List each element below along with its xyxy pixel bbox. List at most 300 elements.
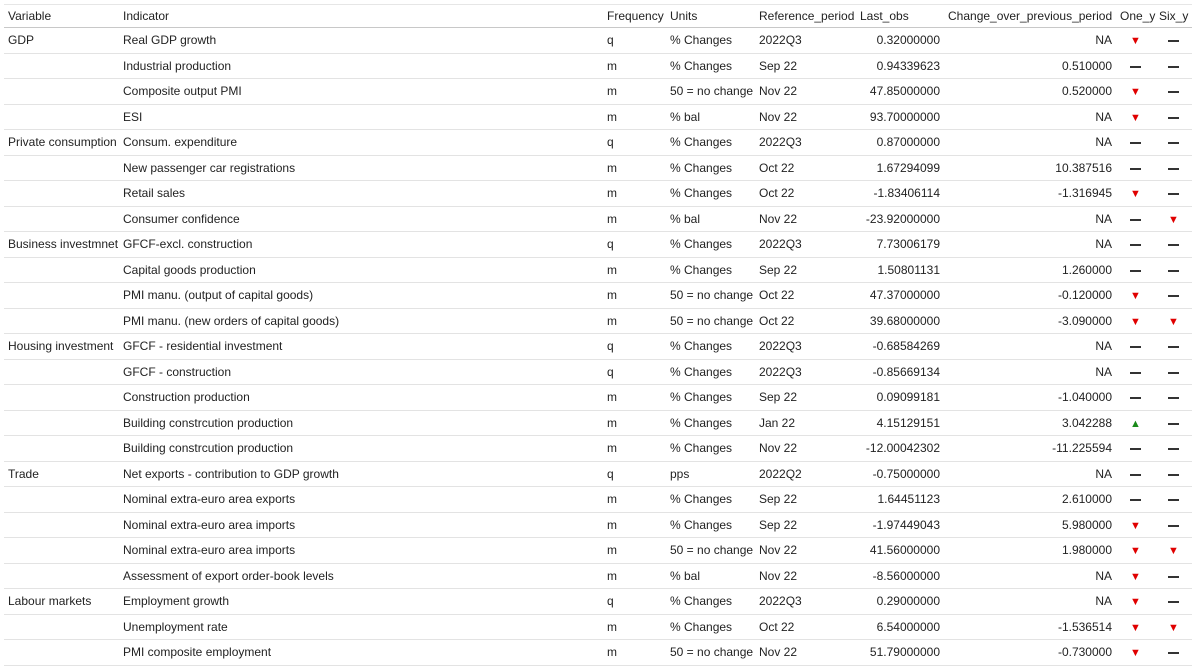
cell-one-y [1116,385,1155,411]
cell-units: % Changes [666,487,755,513]
cell-one-y [1116,28,1155,54]
cell-units: % Changes [666,130,755,156]
cell-indicator: New passenger car registrations [119,155,603,181]
dash-icon [1168,576,1179,578]
col-header-reference-period: Reference_period [755,5,856,28]
cell-last-obs: 41.56000000 [856,538,944,564]
triangle-down-icon: ▼ [1130,315,1141,328]
triangle-down-icon: ▼ [1130,188,1141,201]
dash-icon [1168,295,1179,297]
dash-icon [1130,244,1141,246]
triangle-down-icon: ▼ [1130,621,1141,634]
dash-icon [1130,474,1141,476]
dash-icon [1168,40,1179,42]
table-row [4,308,1192,334]
table-row [4,155,1192,181]
dash-icon [1130,270,1141,272]
cell-six-y [1155,410,1192,436]
cell-six-y [1155,589,1192,615]
table-row [4,257,1192,283]
cell-last-obs: 39.68000000 [856,308,944,334]
cell-one-y [1116,155,1155,181]
cell-units: % Changes [666,359,755,385]
table-row [4,538,1192,564]
cell-units: % Changes [666,155,755,181]
cell-last-obs: 4.15129151 [856,410,944,436]
cell-units: % Changes [666,410,755,436]
triangle-down-icon: ▼ [1168,213,1179,226]
cell-six-y [1155,512,1192,538]
table-body [4,28,1192,666]
cell-frequency: m [603,257,666,283]
cell-reference-period: 2022Q3 [755,359,856,385]
cell-variable [4,385,119,411]
cell-six-y [1155,334,1192,360]
cell-units: 50 = no change [666,79,755,105]
cell-last-obs: -0.85669134 [856,359,944,385]
cell-change: -1.316945 [944,181,1116,207]
dash-icon [1168,652,1179,654]
col-header-change: Change_over_previous_period [944,5,1116,28]
cell-indicator: Consum. expenditure [119,130,603,156]
cell-indicator: Nominal extra-euro area imports [119,512,603,538]
cell-variable [4,104,119,130]
cell-change: -3.090000 [944,308,1116,334]
cell-variable [4,640,119,666]
cell-last-obs: -8.56000000 [856,563,944,589]
cell-reference-period: Sep 22 [755,257,856,283]
cell-variable [4,614,119,640]
cell-change: NA [944,104,1116,130]
cell-one-y [1116,130,1155,156]
table-row [4,79,1192,105]
cell-six-y [1155,614,1192,640]
cell-one-y [1116,359,1155,385]
cell-reference-period: Nov 22 [755,79,856,105]
cell-units: % bal [666,104,755,130]
cell-indicator: Capital goods production [119,257,603,283]
cell-change: -1.536514 [944,614,1116,640]
cell-frequency: m [603,53,666,79]
cell-one-y [1116,436,1155,462]
cell-one-y [1116,640,1155,666]
cell-indicator: Retail sales [119,181,603,207]
table-row [4,385,1192,411]
cell-one-y [1116,79,1155,105]
cell-change: NA [944,563,1116,589]
cell-variable [4,257,119,283]
cell-one-y [1116,181,1155,207]
cell-variable [4,155,119,181]
dash-icon [1130,219,1141,221]
triangle-up-icon: ▲ [1130,417,1141,430]
dash-icon [1168,346,1179,348]
table-row [4,28,1192,54]
dash-icon [1168,448,1179,450]
cell-frequency: m [603,181,666,207]
cell-frequency: m [603,436,666,462]
dash-icon [1130,499,1141,501]
cell-reference-period: Nov 22 [755,104,856,130]
cell-one-y [1116,563,1155,589]
cell-change: 1.260000 [944,257,1116,283]
cell-reference-period: Nov 22 [755,436,856,462]
cell-six-y [1155,563,1192,589]
cell-units: pps [666,461,755,487]
cell-units: % Changes [666,589,755,615]
cell-six-y [1155,461,1192,487]
cell-frequency: q [603,232,666,258]
cell-change: NA [944,589,1116,615]
cell-six-y [1155,181,1192,207]
dash-icon [1130,397,1141,399]
cell-last-obs: 6.54000000 [856,614,944,640]
cell-six-y [1155,232,1192,258]
cell-reference-period: 2022Q3 [755,589,856,615]
dash-icon [1168,91,1179,93]
table-row [4,563,1192,589]
cell-units: % Changes [666,385,755,411]
cell-variable [4,563,119,589]
cell-indicator: PMI composite employment [119,640,603,666]
cell-one-y [1116,589,1155,615]
cell-change: NA [944,334,1116,360]
cell-units: % Changes [666,257,755,283]
cell-one-y [1116,104,1155,130]
cell-variable [4,283,119,309]
cell-frequency: m [603,104,666,130]
cell-six-y [1155,308,1192,334]
dash-icon [1130,66,1141,68]
cell-frequency: q [603,130,666,156]
dash-icon [1168,601,1179,603]
cell-last-obs: 1.64451123 [856,487,944,513]
cell-reference-period: Oct 22 [755,308,856,334]
triangle-down-icon: ▼ [1130,290,1141,303]
cell-change: NA [944,461,1116,487]
cell-indicator: ESI [119,104,603,130]
cell-reference-period: Nov 22 [755,563,856,589]
cell-indicator: Industrial production [119,53,603,79]
cell-one-y [1116,308,1155,334]
col-header-one-y: One_y [1116,5,1155,28]
cell-six-y [1155,155,1192,181]
cell-frequency: m [603,206,666,232]
cell-change: NA [944,206,1116,232]
triangle-down-icon: ▼ [1130,35,1141,48]
cell-six-y [1155,28,1192,54]
cell-variable: Trade [4,461,119,487]
dash-icon [1130,142,1141,144]
col-header-indicator: Indicator [119,5,603,28]
triangle-down-icon: ▼ [1130,519,1141,532]
cell-one-y [1116,512,1155,538]
cell-last-obs: 47.37000000 [856,283,944,309]
cell-units: 50 = no change [666,283,755,309]
cell-last-obs: 0.32000000 [856,28,944,54]
cell-last-obs: -0.68584269 [856,334,944,360]
cell-change: NA [944,28,1116,54]
cell-indicator: GFCF - residential investment [119,334,603,360]
cell-variable [4,53,119,79]
cell-frequency: q [603,359,666,385]
col-header-variable: Variable [4,5,119,28]
table-row [4,130,1192,156]
table-row [4,614,1192,640]
cell-one-y [1116,53,1155,79]
cell-last-obs: 0.09099181 [856,385,944,411]
col-header-frequency: Frequency [603,5,666,28]
cell-indicator: Net exports - contribution to GDP growth [119,461,603,487]
cell-change: -0.120000 [944,283,1116,309]
cell-last-obs: 47.85000000 [856,79,944,105]
table-row [4,640,1192,666]
triangle-down-icon: ▼ [1168,545,1179,558]
dash-icon [1168,397,1179,399]
cell-units: % Changes [666,28,755,54]
cell-reference-period: Nov 22 [755,206,856,232]
cell-units: % bal [666,206,755,232]
triangle-down-icon: ▼ [1130,570,1141,583]
table-row [4,206,1192,232]
cell-six-y [1155,640,1192,666]
cell-change: -0.730000 [944,640,1116,666]
table-row [4,232,1192,258]
cell-indicator: Nominal extra-euro area imports [119,538,603,564]
cell-reference-period: Nov 22 [755,538,856,564]
cell-units: 50 = no change [666,640,755,666]
cell-reference-period: Jan 22 [755,410,856,436]
cell-indicator: Building constrcution production [119,410,603,436]
triangle-down-icon: ▼ [1130,647,1141,660]
cell-six-y [1155,385,1192,411]
cell-frequency: m [603,538,666,564]
cell-reference-period: Oct 22 [755,614,856,640]
cell-change: NA [944,359,1116,385]
table-row [4,104,1192,130]
cell-frequency: q [603,28,666,54]
cell-frequency: m [603,512,666,538]
cell-frequency: q [603,334,666,360]
cell-units: 50 = no change [666,538,755,564]
table-row [4,53,1192,79]
cell-variable [4,538,119,564]
cell-change: 10.387516 [944,155,1116,181]
cell-reference-period: Oct 22 [755,283,856,309]
col-header-units: Units [666,5,755,28]
dash-icon [1168,168,1179,170]
dash-icon [1168,117,1179,119]
triangle-down-icon: ▼ [1130,111,1141,124]
dash-icon [1168,372,1179,374]
cell-frequency: m [603,308,666,334]
cell-six-y [1155,206,1192,232]
cell-change: NA [944,232,1116,258]
indicators-table [4,4,1192,666]
cell-six-y [1155,53,1192,79]
cell-indicator: GFCF - construction [119,359,603,385]
cell-frequency: m [603,385,666,411]
dash-icon [1168,244,1179,246]
cell-frequency: m [603,487,666,513]
table-row [4,410,1192,436]
cell-units: % bal [666,563,755,589]
cell-frequency: q [603,461,666,487]
cell-variable [4,79,119,105]
cell-indicator: Unemployment rate [119,614,603,640]
cell-six-y [1155,538,1192,564]
cell-indicator: Real GDP growth [119,28,603,54]
dash-icon [1168,270,1179,272]
cell-units: % Changes [666,181,755,207]
cell-variable [4,308,119,334]
cell-change: 2.610000 [944,487,1116,513]
cell-one-y [1116,232,1155,258]
cell-indicator: Construction production [119,385,603,411]
cell-indicator: Assessment of export order-book levels [119,563,603,589]
cell-reference-period: 2022Q3 [755,334,856,360]
cell-frequency: m [603,155,666,181]
table-row [4,461,1192,487]
cell-one-y [1116,283,1155,309]
dash-icon [1168,193,1179,195]
cell-indicator: PMI manu. (output of capital goods) [119,283,603,309]
cell-variable: Business investmnet [4,232,119,258]
cell-variable: Private consumption [4,130,119,156]
header-row [4,5,1192,28]
cell-change: NA [944,130,1116,156]
cell-variable: GDP [4,28,119,54]
cell-one-y [1116,614,1155,640]
cell-last-obs: 7.73006179 [856,232,944,258]
triangle-down-icon: ▼ [1168,315,1179,328]
cell-last-obs: -1.83406114 [856,181,944,207]
cell-last-obs: 1.67294099 [856,155,944,181]
cell-indicator: GFCF-excl. construction [119,232,603,258]
table-row [4,487,1192,513]
cell-units: % Changes [666,232,755,258]
cell-reference-period: 2022Q3 [755,28,856,54]
cell-units: % Changes [666,436,755,462]
cell-indicator: Consumer confidence [119,206,603,232]
table-row [4,359,1192,385]
cell-reference-period: Sep 22 [755,53,856,79]
cell-last-obs: 1.50801131 [856,257,944,283]
cell-units: % Changes [666,53,755,79]
cell-six-y [1155,257,1192,283]
dash-icon [1168,525,1179,527]
cell-frequency: m [603,563,666,589]
cell-change: 3.042288 [944,410,1116,436]
cell-last-obs: -1.97449043 [856,512,944,538]
cell-six-y [1155,487,1192,513]
cell-last-obs: 0.87000000 [856,130,944,156]
cell-indicator: PMI manu. (new orders of capital goods) [119,308,603,334]
cell-frequency: m [603,410,666,436]
dash-icon [1168,423,1179,425]
cell-reference-period: 2022Q2 [755,461,856,487]
cell-frequency: m [603,640,666,666]
cell-last-obs: 51.79000000 [856,640,944,666]
cell-change: 5.980000 [944,512,1116,538]
cell-one-y [1116,538,1155,564]
cell-variable [4,181,119,207]
cell-six-y [1155,104,1192,130]
col-header-six-y: Six_y [1155,5,1192,28]
cell-variable [4,487,119,513]
cell-variable: Housing investment [4,334,119,360]
cell-six-y [1155,79,1192,105]
cell-one-y [1116,487,1155,513]
cell-units: % Changes [666,512,755,538]
cell-one-y [1116,334,1155,360]
dash-icon [1130,372,1141,374]
dash-icon [1168,142,1179,144]
triangle-down-icon: ▼ [1130,596,1141,609]
cell-last-obs: 0.94339623 [856,53,944,79]
col-header-last-obs: Last_obs [856,5,944,28]
cell-reference-period: Sep 22 [755,487,856,513]
cell-variable [4,512,119,538]
cell-reference-period: Nov 22 [755,640,856,666]
cell-one-y [1116,257,1155,283]
table-row [4,436,1192,462]
cell-variable [4,436,119,462]
cell-six-y [1155,283,1192,309]
cell-frequency: q [603,589,666,615]
cell-last-obs: -0.75000000 [856,461,944,487]
cell-reference-period: Sep 22 [755,385,856,411]
cell-reference-period: Oct 22 [755,155,856,181]
cell-six-y [1155,359,1192,385]
cell-units: % Changes [666,334,755,360]
cell-six-y [1155,436,1192,462]
table-row [4,589,1192,615]
cell-units: 50 = no change [666,308,755,334]
triangle-down-icon: ▼ [1130,86,1141,99]
table-row [4,334,1192,360]
cell-change: 1.980000 [944,538,1116,564]
dash-icon [1130,168,1141,170]
cell-frequency: m [603,614,666,640]
dash-icon [1130,346,1141,348]
table-row [4,512,1192,538]
cell-last-obs: -12.00042302 [856,436,944,462]
cell-one-y [1116,410,1155,436]
cell-indicator: Composite output PMI [119,79,603,105]
cell-change: 0.510000 [944,53,1116,79]
dash-icon [1168,66,1179,68]
cell-reference-period: 2022Q3 [755,232,856,258]
cell-change: -1.040000 [944,385,1116,411]
cell-last-obs: 0.29000000 [856,589,944,615]
cell-indicator: Building constrcution production [119,436,603,462]
cell-reference-period: Sep 22 [755,512,856,538]
cell-variable [4,359,119,385]
cell-last-obs: -23.92000000 [856,206,944,232]
cell-reference-period: 2022Q3 [755,130,856,156]
cell-indicator: Employment growth [119,589,603,615]
cell-variable [4,206,119,232]
cell-change: 0.520000 [944,79,1116,105]
cell-variable: Labour markets [4,589,119,615]
cell-variable [4,410,119,436]
cell-units: % Changes [666,614,755,640]
cell-last-obs: 93.70000000 [856,104,944,130]
table-row [4,181,1192,207]
cell-one-y [1116,206,1155,232]
dash-icon [1168,474,1179,476]
